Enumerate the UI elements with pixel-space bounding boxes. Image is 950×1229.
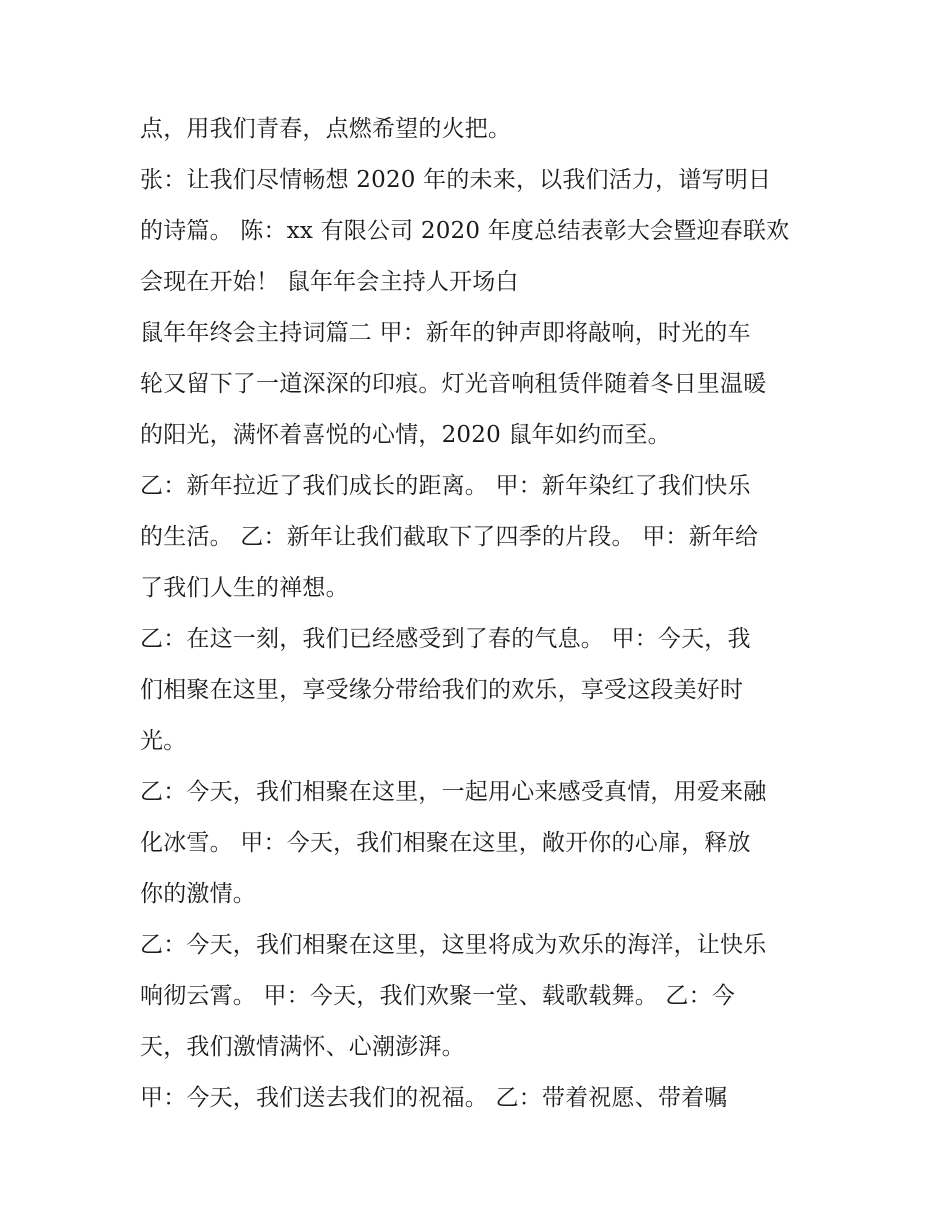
text-line: 的阳光，满怀着喜悦的心情，2020 鼠年如约而至。 — [140, 422, 671, 448]
text-line: 天，我们激情满怀、心潮澎湃。 — [140, 1034, 465, 1060]
text-line: 会现在开始！ 鼠年年会主持人开场白 — [140, 269, 519, 295]
text-line: 点，用我们青春，点燃希望的火把。 — [140, 116, 512, 142]
text-line: 光。 — [140, 728, 187, 754]
text-line: 化冰雪。 甲：今天，我们相聚在这里，敞开你的心扉，释放 — [140, 830, 751, 856]
text-line: 了我们人生的禅想。 — [140, 575, 349, 601]
text-line: 你的激情。 — [140, 881, 256, 907]
text-line: 鼠年年终会主持词篇二 甲：新年的钟声即将敲响，时光的车 — [140, 320, 751, 346]
text-line: 的生活。 乙：新年让我们截取下了四季的片段。 甲：新年给 — [140, 524, 759, 550]
text-line: 乙：新年拉近了我们成长的距离。 甲：新年染红了我们快乐 — [140, 473, 751, 499]
text-line: 甲：今天，我们送去我们的祝福。 乙：带着祝愿、带着嘱 — [140, 1085, 728, 1111]
text-line: 的诗篇。 陈：xx 有限公司 2020 年度总结表彰大会暨迎春联欢 — [140, 218, 790, 244]
text-line: 张：让我们尽情畅想 2020 年的未来，以我们活力，谱写明日 — [140, 167, 772, 193]
text-line: 乙：今天，我们相聚在这里，这里将成为欢乐的海洋，让快乐 — [140, 932, 767, 958]
text-line: 乙：今天，我们相聚在这里，一起用心来感受真情，用爱来融 — [140, 779, 767, 805]
text-line: 们相聚在这里，享受缘分带给我们的欢乐，享受这段美好时 — [140, 677, 744, 703]
text-line: 乙：在这一刻，我们已经感受到了春的气息。 甲：今天，我 — [140, 626, 751, 652]
text-line: 轮又留下了一道深深的印痕。灯光音响租赁伴随着冬日里温暖 — [140, 371, 767, 397]
document-body — [140, 110, 820, 1130]
text-line: 响彻云霄。 甲：今天，我们欢聚一堂、载歌载舞。 乙：今 — [140, 983, 736, 1009]
